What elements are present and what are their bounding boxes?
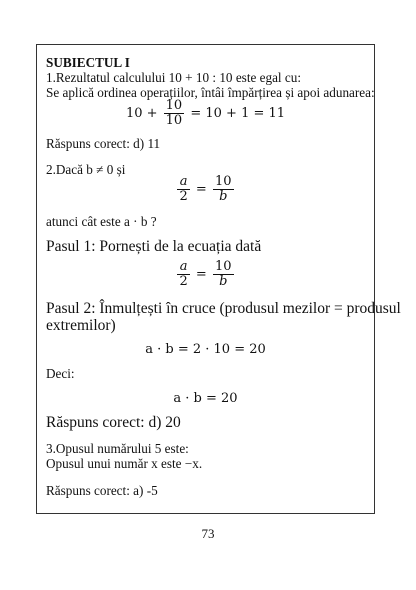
- q2-right-num: 10: [214, 174, 232, 189]
- section-heading: SUBIECTUL I: [46, 55, 130, 70]
- q2-cross-equation: a · b = 2 · 10 = 20: [145, 342, 266, 357]
- q2-repeat-right-den: b: [219, 274, 228, 289]
- q1-answer: Răspuns corect: d) 11: [46, 136, 161, 151]
- page-number: 73: [201, 526, 215, 541]
- q1-eq-suffix: = 10 + 1 = 11: [190, 106, 286, 121]
- q2-repeat-left: [177, 260, 189, 289]
- q2-answer: Răspuns corect: d) 20: [46, 414, 181, 431]
- q1-explanation: Se aplică ordinea operațiilor, întâi împărțirea și apoi adunarea:: [46, 85, 375, 100]
- q2-then: atunci cât este a · b ?: [46, 214, 157, 229]
- q2-fraction-right: [213, 175, 234, 204]
- q2-left-num: a: [177, 175, 189, 190]
- q1-fraction: [164, 99, 185, 128]
- q2-step2-line1: Pasul 2: Înmulțești în cruce (produsul mezilor = produsul: [46, 300, 401, 317]
- q2-fraction-left: [177, 175, 189, 204]
- q2-right-den: b: [219, 189, 228, 204]
- q1-equation: [36, 99, 375, 128]
- q3-question: 3.Opusul numărului 5 este:: [46, 441, 189, 456]
- q2-eq-sign: =: [195, 182, 207, 197]
- q2-equation-repeat: [36, 260, 375, 289]
- q1-eq-prefix: 10 +: [125, 106, 158, 121]
- q1-frac-num: 10: [165, 98, 183, 113]
- q2-left-den: 2: [179, 189, 188, 204]
- q2-question: 2.Dacă b ≠ 0 și: [46, 162, 126, 177]
- q3-explanation: Opusul unui număr x este −x.: [46, 456, 203, 471]
- q2-repeat-left-den: 2: [179, 274, 188, 289]
- q2-final-equation: a · b = 20: [173, 391, 238, 406]
- q1-question: 1.Rezultatul calculului 10 + 10 : 10 este egal cu:: [46, 70, 301, 85]
- q2-repeat-right: [213, 260, 234, 289]
- q2-deci: Deci:: [46, 366, 75, 381]
- q2-step1: Pasul 1: Pornești de la ecuația dată: [46, 238, 262, 255]
- q1-frac-den: 10: [165, 113, 183, 128]
- q2-step2-line2: extremilor): [46, 317, 116, 334]
- q2-repeat-right-num: 10: [214, 259, 232, 274]
- q2-repeat-left-num: a: [177, 260, 189, 275]
- q2-equation: [36, 175, 375, 204]
- q3-answer: Răspuns corect: a) -5: [46, 483, 158, 498]
- q2-repeat-eq-sign: =: [195, 267, 207, 282]
